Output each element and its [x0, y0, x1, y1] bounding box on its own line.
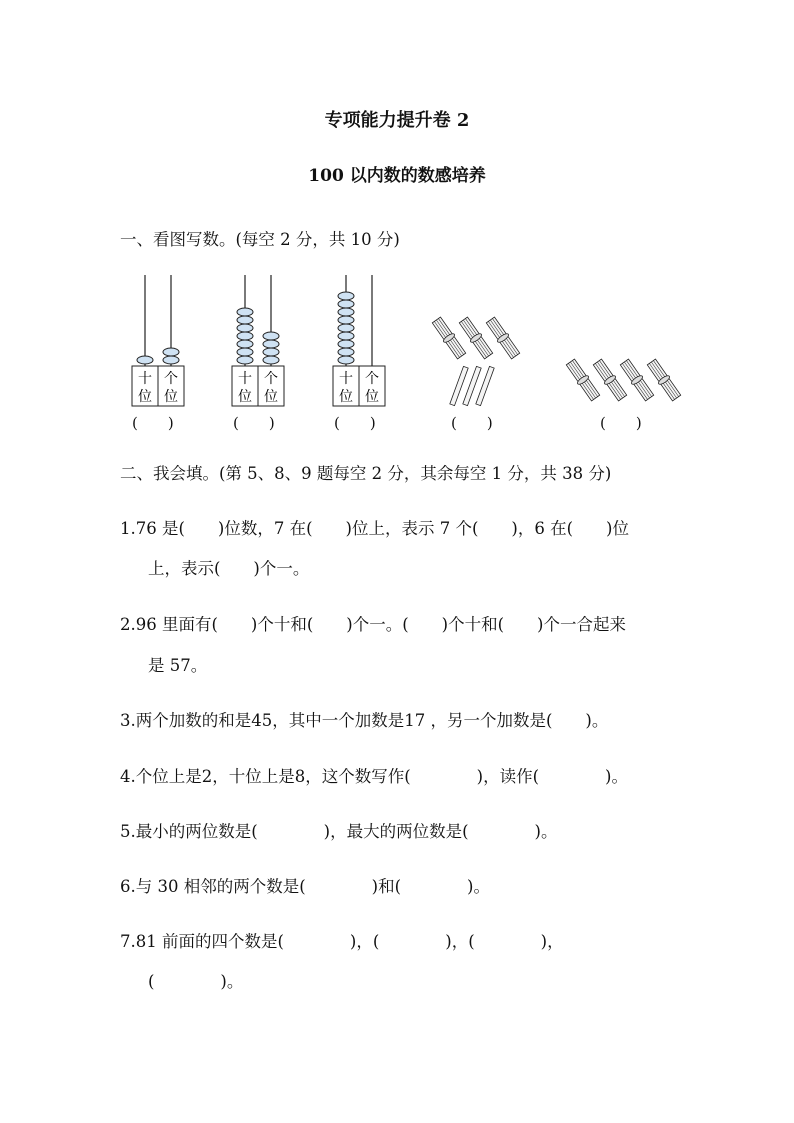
abacus-2-tens-label-1: 十 — [238, 371, 252, 387]
question-2-line-1: 2.96 里面有( )个十和( )个一。( )个十和( )个一合起来 — [120, 615, 626, 634]
question-4: 4.个位上是2，十位上是8，这个数写作( )，读作( )。 — [120, 767, 628, 786]
question-6: 6.与 30 相邻的两个数是( )和( )。 — [120, 877, 490, 896]
stick-group-2 — [565, 358, 682, 401]
abacus-3-tens-beads — [338, 292, 354, 364]
answer-blank-1[interactable]: ( ) — [132, 414, 174, 432]
question-1-line-1: 1.76 是( )位数，7 在( )位上，表示 7 个( )，6 在( )位 — [120, 519, 629, 538]
question-3: 3.两个加数的和是45，其中一个加数是17 ，另一个加数是( )。 — [120, 711, 609, 730]
worksheet-title: 专项能力提升卷 2 — [324, 110, 470, 131]
abacus-2 — [232, 275, 284, 406]
question-5: 5.最小的两位数是( )，最大的两位数是( )。 — [120, 822, 558, 841]
abacus-3 — [333, 275, 385, 406]
worksheet-subtitle: 100 以内数的数感培养 — [308, 166, 486, 186]
abacus-2-ones-beads — [263, 332, 279, 364]
question-7-line-2: ( )。 — [148, 972, 244, 991]
abacus-1-tens-beads — [137, 356, 153, 364]
abacus-2-tens-label-2: 位 — [238, 389, 252, 405]
abacus-1-ones-beads — [163, 348, 179, 364]
abacus-2-ones-label-1: 个 — [264, 371, 278, 387]
answer-blank-4[interactable]: ( ) — [451, 414, 493, 432]
abacus-3-ones-label-1: 个 — [365, 371, 379, 387]
abacus-1-tens-label-2: 位 — [138, 389, 152, 405]
question-2-line-2: 是 57。 — [148, 656, 208, 675]
stick-group-1 — [431, 316, 521, 405]
answer-blank-2[interactable]: ( ) — [233, 414, 275, 432]
abacus-2-tens-beads — [237, 308, 253, 364]
abacus-2-ones-label-2: 位 — [264, 389, 278, 405]
abacus-3-ones-label-2: 位 — [365, 389, 379, 405]
question-1-line-2: 上，表示( )个一。 — [148, 559, 310, 578]
answer-blank-5[interactable]: ( ) — [600, 414, 642, 432]
section-1-heading: 一、看图写数。(每空 2 分，共 10 分) — [120, 230, 400, 249]
abacus-3-tens-label-1: 十 — [339, 371, 353, 387]
abacus-3-tens-label-2: 位 — [339, 389, 353, 405]
abacus-1-tens-label-1: 十 — [138, 371, 152, 387]
section-2-heading: 二、我会填。(第 5、8、9 题每空 2 分，其余每空 1 分，共 38 分) — [120, 464, 612, 483]
answer-blank-3[interactable]: ( ) — [334, 414, 376, 432]
abacus-1-ones-label-2: 位 — [164, 389, 178, 405]
abacus-1-ones-label-1: 个 — [164, 371, 178, 387]
abacus-1 — [132, 275, 184, 406]
question-7-line-1: 7.81 前面的四个数是( )，( )，( )， — [120, 932, 564, 951]
counting-figures — [0, 260, 794, 415]
